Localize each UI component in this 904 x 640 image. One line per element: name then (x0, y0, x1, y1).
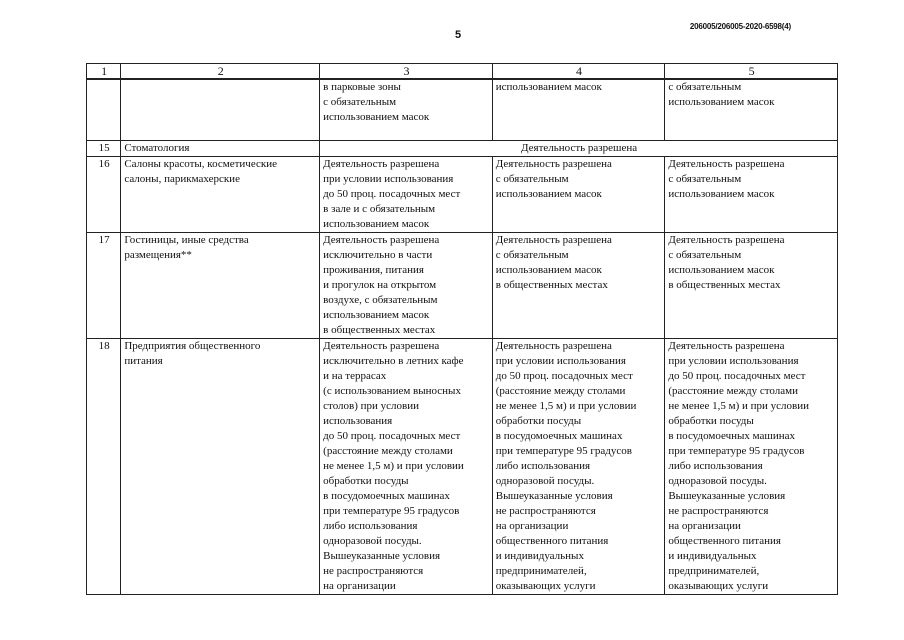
row-number: 17 (87, 233, 121, 339)
table-row (87, 339, 838, 595)
cell-line: не распространяются (323, 565, 424, 577)
regime-col5 (665, 339, 838, 595)
cell-line: и индивидуальных (495, 550, 584, 562)
regime-merged: Деятельность разрешена (320, 141, 838, 157)
cell-line: с обязательным (668, 249, 742, 261)
cell-line: в парковые зоны (323, 81, 401, 93)
regime-col4 (492, 79, 665, 141)
cell-line: Стоматология (124, 142, 190, 154)
column-header-2: 2 (121, 64, 320, 80)
regime-col5 (665, 79, 838, 141)
cell-line: не менее 1,5 м) и при условии (495, 400, 637, 412)
column-header-5: 5 (665, 64, 838, 80)
cell-line: Деятельность разрешена (323, 234, 440, 246)
table-row (87, 141, 838, 157)
cell-line: в посудомоечных машинах (323, 490, 450, 502)
cell-line: либо использования (495, 460, 591, 472)
cell-line: в зале и с обязательным (323, 203, 436, 215)
cell-line: не менее 1,5 м) и при условии (323, 460, 464, 472)
cell-line: Салоны красоты, косметические (124, 158, 277, 170)
activity-name (121, 157, 320, 233)
cell-line: использованием масок (668, 264, 775, 276)
cell-line: на организации (495, 520, 569, 532)
cell-line: обработки посуды (668, 415, 754, 427)
cell-line: (расстояние между столами (668, 385, 798, 397)
cell-line: не распространяются (495, 505, 596, 517)
regime-col5 (665, 157, 838, 233)
cell-line: в посудомоечных машинах (668, 430, 796, 442)
cell-line: либо использования (323, 520, 418, 532)
cell-line: при температуре 95 градусов (323, 505, 460, 517)
regime-col3 (320, 233, 493, 339)
row-number: 16 (87, 157, 121, 233)
cell-line: с обязательным (668, 81, 742, 93)
cell-line: питания (124, 355, 163, 367)
cell-line: использованием масок (495, 264, 602, 276)
cell-line: до 50 проц. посадочных мест (323, 188, 461, 200)
cell-line: столов) при условии (323, 400, 420, 412)
cell-line: Деятельность разрешена (495, 158, 612, 170)
cell-line: использованием масок (668, 188, 775, 200)
regime-col4 (492, 233, 665, 339)
activity-name (121, 141, 320, 157)
cell-line: (расстояние между столами (323, 445, 453, 457)
cell-line: с обязательным (323, 96, 397, 108)
cell-line: использованием масок (668, 96, 775, 108)
cell-line: до 50 проц. посадочных мест (323, 430, 461, 442)
table-row (87, 79, 838, 141)
cell-line: с обязательным (495, 249, 569, 261)
cell-line: проживания, питания (323, 264, 424, 276)
cell-line: оказывающих услуги (668, 580, 769, 592)
cell-line: на организации (668, 520, 741, 532)
column-header-4: 4 (492, 64, 665, 80)
cell-line: использования (323, 415, 393, 427)
cell-line: одноразовой посуды. (495, 475, 595, 487)
cell-line: Предприятия общественного (124, 340, 261, 352)
regime-col4 (492, 339, 665, 595)
regime-col3 (320, 157, 493, 233)
document-number: 206005/206005-2020-6598(4) (689, 22, 791, 31)
cell-line: использованием масок (323, 309, 430, 321)
cell-line: на организации (323, 580, 396, 592)
cell-line: либо использования (668, 460, 763, 472)
cell-line: одноразовой посуды. (323, 535, 422, 547)
cell-line: (с использованием выносных (323, 385, 461, 397)
cell-line: Деятельность разрешена (668, 340, 785, 352)
cell-line: Гостиницы, иные средства (124, 234, 249, 246)
regime-col3 (320, 339, 493, 595)
cell-line: салоны, парикмахерские (124, 173, 240, 185)
cell-line: в общественных местах (495, 279, 608, 291)
cell-line: с обязательным (495, 173, 569, 185)
regime-col5 (665, 233, 838, 339)
cell-line: Вышеуказанные условия (323, 550, 441, 562)
row-number: 18 (87, 339, 121, 595)
regime-col3 (320, 79, 493, 141)
cell-line: в общественных местах (668, 279, 781, 291)
cell-line: при условии использования (668, 355, 799, 367)
cell-line: исключительно в части (323, 249, 433, 261)
cell-line: до 50 проц. посадочных мест (495, 370, 633, 382)
cell-line: и на террасах (323, 370, 387, 382)
cell-line: использованием масок (495, 81, 602, 93)
cell-line: Деятельность разрешена (323, 340, 440, 352)
cell-line: с обязательным (668, 173, 742, 185)
cell-line: при температуре 95 градусов (495, 445, 632, 457)
cell-line: и индивидуальных (668, 550, 757, 562)
cell-line: общественного питания (668, 535, 781, 547)
cell-line: при условии использования (495, 355, 626, 367)
cell-line: использованием масок (495, 188, 602, 200)
cell-line: использованием масок (323, 218, 430, 230)
cell-line: в посудомоечных машинах (495, 430, 623, 442)
cell-line: и прогулок на открытом (323, 279, 437, 291)
cell-line: (расстояние между столами (495, 385, 626, 397)
cell-line: одноразовой посуды. (668, 475, 767, 487)
cell-line: Деятельность разрешена (495, 234, 612, 246)
column-header-3: 3 (320, 64, 493, 80)
row-number (87, 79, 121, 141)
row-number: 15 (87, 141, 121, 157)
activity-name (121, 339, 320, 595)
cell-line: Вышеуказанные условия (495, 490, 613, 502)
cell-line: размещения** (124, 249, 192, 261)
table-header-row (87, 64, 838, 80)
page-number: 5 (455, 29, 462, 41)
cell-line: оказывающих услуги (495, 580, 596, 592)
regulations-table (86, 63, 838, 595)
cell-line: воздухе, с обязательным (323, 294, 438, 306)
cell-line: Деятельность разрешена (323, 158, 440, 170)
cell-line: предпринимателей, (495, 565, 587, 577)
activity-name (121, 79, 320, 141)
cell-line: Деятельность разрешена (668, 158, 785, 170)
cell-line: обработки посуды (323, 475, 409, 487)
cell-line: предпринимателей, (668, 565, 760, 577)
cell-line: в общественных местах (323, 324, 436, 336)
cell-line: общественного питания (495, 535, 609, 547)
regime-col4 (492, 157, 665, 233)
cell-line: до 50 проц. посадочных мест (668, 370, 806, 382)
table-row (87, 157, 838, 233)
activity-name (121, 233, 320, 339)
cell-line: Деятельность разрешена (668, 234, 785, 246)
cell-line: обработки посуды (495, 415, 582, 427)
cell-line: не распространяются (668, 505, 769, 517)
column-header-1: 1 (87, 64, 121, 80)
cell-line: использованием масок (323, 111, 430, 123)
cell-line: исключительно в летних кафе (323, 355, 464, 367)
cell-line: при температуре 95 градусов (668, 445, 805, 457)
cell-line: Деятельность разрешена (495, 340, 612, 352)
cell-line: при условии использования (323, 173, 454, 185)
table-row (87, 233, 838, 339)
cell-line: Вышеуказанные условия (668, 490, 786, 502)
cell-line: не менее 1,5 м) и при условии (668, 400, 809, 412)
